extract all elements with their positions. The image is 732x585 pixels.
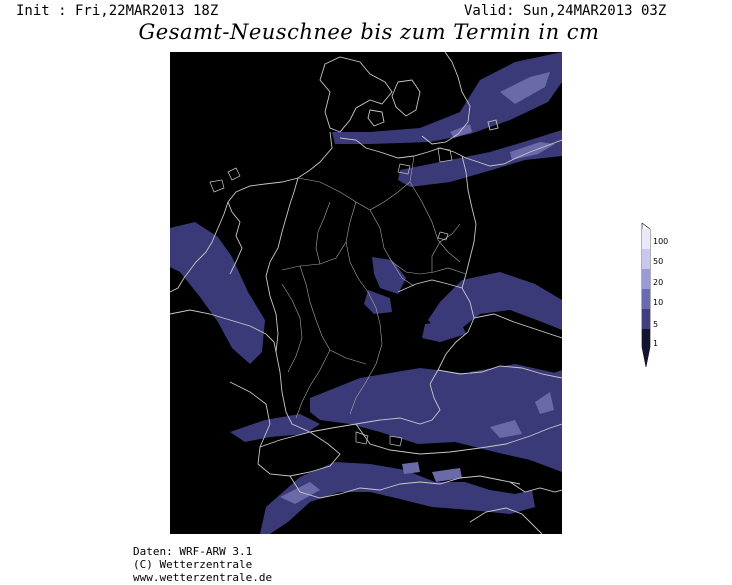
- legend-label-5: 5: [653, 320, 659, 329]
- legend-label-20: 20: [653, 278, 664, 287]
- legend-band-50: [642, 249, 650, 269]
- map-canvas: [170, 52, 562, 534]
- copyright: (C) Wetterzentrale: [133, 558, 253, 571]
- valid-time: Valid: Sun,24MAR2013 03Z: [464, 3, 667, 19]
- legend-band-5: [642, 309, 650, 329]
- snowfall-map: [170, 52, 562, 534]
- legend-band-100: [642, 229, 650, 249]
- legend-band-10: [642, 289, 650, 309]
- data-source: Daten: WRF-ARW 3.1: [133, 545, 253, 558]
- legend-band-20: [642, 269, 650, 289]
- init-time: Init : Fri,22MAR2013 18Z: [16, 3, 219, 19]
- map-title: Gesamt-Neuschnee bis zum Termin in cm: [138, 20, 600, 44]
- legend-label-1: 1: [653, 339, 659, 348]
- color-legend: [640, 223, 690, 373]
- legend-label-100: 100: [653, 237, 669, 246]
- legend-label-50: 50: [653, 257, 664, 266]
- legend-band-1: [642, 329, 650, 367]
- data-credits: [133, 545, 272, 584]
- website-link[interactable]: www.wetterzentrale.de: [133, 571, 273, 584]
- legend-label-10: 10: [653, 298, 664, 307]
